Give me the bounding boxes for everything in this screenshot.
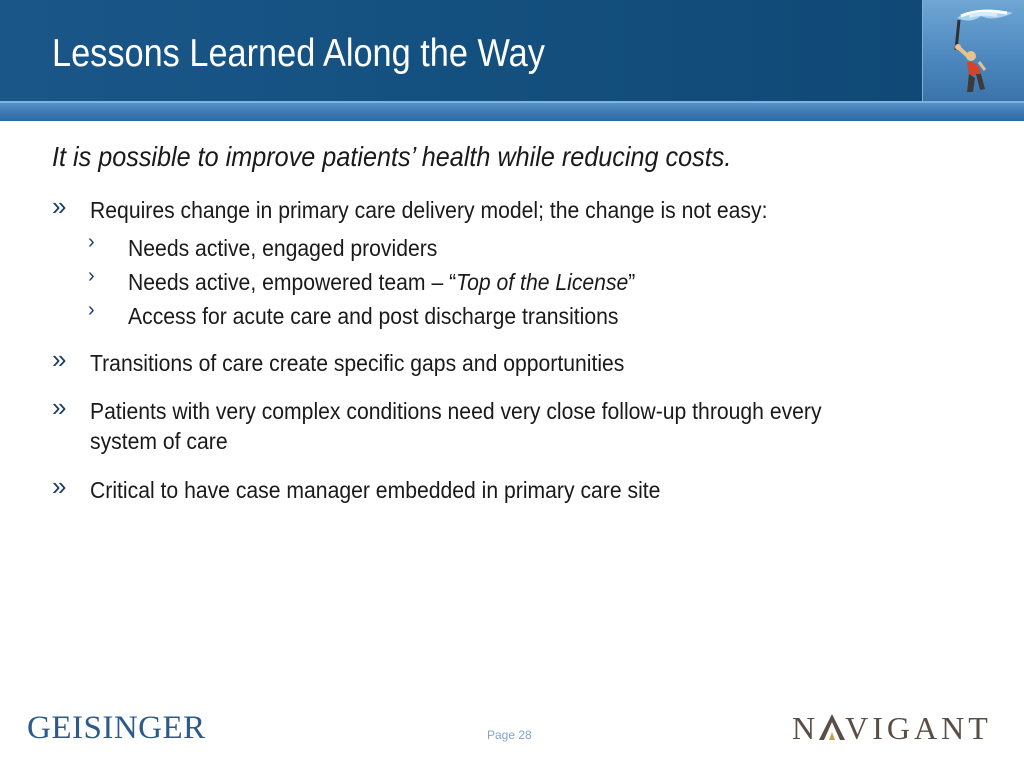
bullet-text: Transitions of care create specific gaps and opportunities <box>90 350 625 376</box>
sub-bullet-text-end: ” <box>628 269 636 295</box>
bullet-text-line-1: Patients with very complex conditions need very close follow-up through every <box>90 398 822 424</box>
bullet-marker: » <box>52 392 67 422</box>
bullet-text: Critical to have case manager embedded in primary care site <box>90 477 661 503</box>
bullet-text-line-2: system of care <box>90 428 228 454</box>
slide-header <box>0 0 1024 101</box>
umbrella-figure-icon <box>923 0 1024 101</box>
navigant-logo-rest: VIGANT <box>845 710 992 746</box>
lead-statement: It is possible to improve patients’ health while reducing costs. <box>52 141 732 172</box>
navigant-a-icon <box>817 712 847 742</box>
sub-bullet-text: Needs active, engaged providers <box>128 235 438 261</box>
bullet-text <box>90 396 918 456</box>
navigant-logo <box>792 710 992 747</box>
page-number: Page 28 <box>487 728 532 742</box>
sub-bullet-marker: › <box>88 231 95 253</box>
bullet-marker: » <box>52 344 67 374</box>
sub-bullet-text: Access for acute care and post discharge transitions <box>128 303 619 329</box>
top-of-license-emphasis: Top of the License <box>456 269 629 295</box>
sub-bullet-text <box>128 267 635 297</box>
sub-bullet-marker: › <box>88 265 95 287</box>
navigant-logo-n: N <box>792 710 820 746</box>
bullet-marker: » <box>52 471 67 501</box>
header-stripe <box>0 101 1024 121</box>
bullet-text: Requires change in primary care delivery model; the change is not easy: <box>90 197 768 223</box>
header-illustration <box>922 0 1024 101</box>
geisinger-logo: GEISINGER <box>27 710 206 746</box>
sub-bullet-text-start: Needs active, empowered team – “ <box>128 269 457 295</box>
slide-title: Lessons Learned Along the Way <box>52 32 545 75</box>
bullet-marker: » <box>52 191 67 221</box>
sub-bullet-marker: › <box>88 299 95 321</box>
